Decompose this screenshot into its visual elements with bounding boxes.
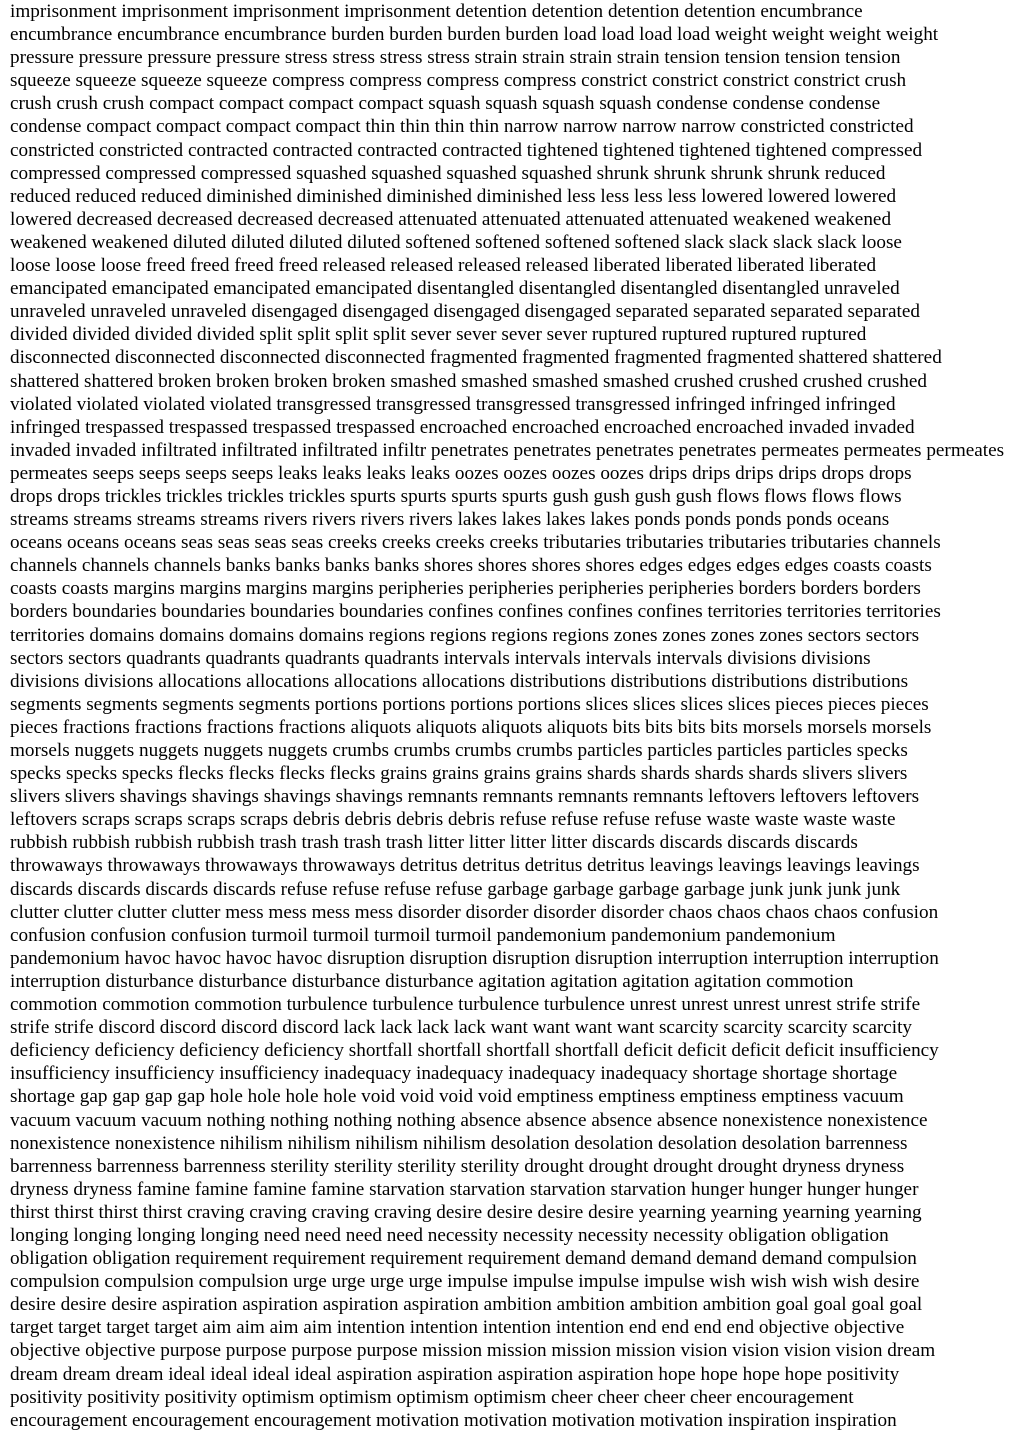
- text-line: sectors sectors quadrants quadrants quadrants quadrants intervals intervals intervals intervals divisions divisions: [10, 647, 871, 669]
- text-line: infringed trespassed trespassed trespassed trespassed encroached encroached encroached encroached invaded invaded: [10, 416, 915, 438]
- text-line: reduced reduced reduced diminished diminished diminished diminished less less less less lowered lowered lowered: [10, 185, 897, 207]
- text-line: territories domains domains domains domains regions regions regions regions zones zones zones zones sectors sectors: [10, 624, 920, 646]
- text-line: deficiency deficiency deficiency deficiency shortfall shortfall shortfall shortfall deficit deficit deficit deficit insufficiency: [10, 1040, 939, 1062]
- text-line: rubbish rubbish rubbish rubbish trash trash trash trash litter litter litter litter discards discards discards discards: [10, 832, 858, 854]
- text-line: slivers slivers shavings shavings shavings shavings remnants remnants remnants remnants leftovers leftovers leftovers: [10, 786, 920, 808]
- text-line: condense compact compact compact compact thin thin thin thin narrow narrow narrow narrow constricted constricted: [10, 116, 914, 138]
- text-line: morsels nuggets nuggets nuggets nuggets crumbs crumbs crumbs crumbs particles particles particles particles specks: [10, 740, 908, 761]
- text-line: unraveled unraveled unraveled disengaged disengaged disengaged disengaged separated separated separated separated: [10, 301, 920, 323]
- text-line: pandemonium havoc havoc havoc havoc disruption disruption disruption disruption interruption interruption interruption: [10, 947, 939, 969]
- text-line: pieces fractions fractions fractions fractions aliquots aliquots aliquots aliquots bits bits bits bits morsels morsels morsels: [10, 716, 932, 738]
- text-line: nonexistence nonexistence nihilism nihilism nihilism nihilism desolation desolation desolation desolation barrenness: [10, 1132, 908, 1154]
- text-line: desire desire desire aspiration aspiration aspiration aspiration ambition ambition ambition ambition goal goal goal goal: [10, 1294, 923, 1316]
- text-line: shattered shattered broken broken broken broken smashed smashed smashed smashed crushed crushed crushed crushed: [10, 370, 927, 392]
- text-line: coasts coasts margins margins margins margins peripheries peripheries peripheries peripheries borders borders borders: [10, 578, 921, 600]
- text-line: channels channels channels banks banks banks banks shores shores shores shores edges edges edges edges coasts coasts: [10, 555, 932, 577]
- text-line: longing longing longing longing need need need need necessity necessity necessity necessity obligation obligation: [10, 1224, 889, 1246]
- text-line: shortage gap gap gap gap hole hole hole hole void void void void emptiness emptiness emptiness emptiness vacuum: [10, 1086, 904, 1108]
- text-line: invaded invaded infiltrated infiltrated infiltrated infiltr penetrates penetrates penetrates penetrates permeates permeates permeates: [10, 439, 1005, 461]
- text-line: constricted constricted contracted contracted contracted contracted tightened tightened tightened tightened compressed: [10, 139, 923, 161]
- text-line: compulsion compulsion compulsion urge urge urge urge impulse impulse impulse impulse wish wish wish wish desire: [10, 1271, 920, 1293]
- text-line: streams streams streams streams rivers rivers rivers rivers lakes lakes lakes lakes ponds ponds ponds ponds oceans: [10, 509, 890, 531]
- text-line: thirst thirst thirst thirst craving craving craving craving desire desire desire desire yearning yearning yearning yearning: [10, 1201, 922, 1223]
- text-line: divisions divisions allocations allocations allocations allocations distributions distributions distributions distributions: [10, 670, 909, 692]
- text-line: compressed compressed compressed squashed squashed squashed squashed shrunk shrunk shrunk shrunk reduced: [10, 162, 886, 184]
- text-line: violated violated violated violated transgressed transgressed transgressed transgressed infringed infringed infringed: [10, 393, 896, 415]
- text-line: leftovers scraps scraps scraps scraps debris debris debris debris refuse refuse refuse refuse waste waste waste waste: [10, 809, 896, 831]
- text-line: discards discards discards discards refuse refuse refuse refuse garbage garbage garbage garbage junk junk junk junk: [10, 878, 901, 900]
- text-line: commotion commotion commotion turbulence turbulence turbulence turbulence unrest unrest unrest unrest strife strife: [10, 994, 921, 1016]
- text-line: squeeze squeeze squeeze squeeze compress compress compress compress constrict constrict constrict constrict crush: [10, 70, 907, 92]
- text-line: objective objective purpose purpose purpose purpose mission mission mission mission vision vision vision vision dream: [10, 1340, 936, 1362]
- text-line: vacuum vacuum vacuum nothing nothing nothing nothing absence absence absence absence nonexistence nonexistence: [10, 1109, 928, 1131]
- text-line: insufficiency insufficiency insufficiency inadequacy inadequacy inadequacy inadequacy shortage shortage shortage: [10, 1063, 898, 1085]
- text-line: encouragement encouragement encouragement motivation motivation motivation motivation inspiration inspiration: [10, 1409, 897, 1431]
- text-line: emancipated emancipated emancipated emancipated disentangled disentangled disentangled disentangled unraveled: [10, 278, 900, 300]
- text-line: divided divided divided divided split split split split sever sever sever sever ruptured ruptured ruptured ruptured: [10, 324, 867, 346]
- text-line: lowered decreased decreased decreased decreased attenuated attenuated attenuated attenuated weakened weakened: [10, 208, 892, 230]
- text-line: imprisonment imprisonment imprisonment imprisonment detention detention detention detention encumbrance: [10, 1, 863, 22]
- text-line: specks specks specks flecks flecks flecks flecks grains grains grains grains shards shards shards shards slivers slivers: [10, 763, 908, 785]
- text-line: pressure pressure pressure pressure stress stress stress stress strain strain strain strain tension tension tension tension: [10, 47, 901, 69]
- text-line: oceans oceans oceans seas seas seas seas creeks creeks creeks creeks tributaries tributaries tributaries tributaries channels: [10, 532, 941, 554]
- text-line: clutter clutter clutter clutter mess mess mess mess disorder disorder disorder disorder chaos chaos chaos chaos confusion: [10, 901, 939, 923]
- text-line: encumbrance encumbrance encumbrance burden burden burden burden load load load load weight weight weight weight: [10, 24, 939, 46]
- text-line: loose loose loose freed freed freed freed released released released released liberated liberated liberated liberated: [10, 255, 877, 277]
- text-line: obligation obligation requirement requirement requirement requirement demand demand demand demand compulsion: [10, 1248, 917, 1270]
- text-line: weakened weakened diluted diluted diluted diluted softened softened softened softened slack slack slack slack loose: [10, 231, 902, 253]
- text-line: positivity positivity positivity optimism optimism optimism optimism cheer cheer cheer cheer encouragement: [10, 1386, 854, 1408]
- text-line: strife strife discord discord discord discord lack lack lack lack want want want want scarcity scarcity scarcity scarcity: [10, 1017, 912, 1039]
- text-line: interruption disturbance disturbance disturbance disturbance agitation agitation agitation agitation commotion: [10, 970, 854, 992]
- text-line: permeates seeps seeps seeps seeps leaks leaks leaks leaks oozes oozes oozes oozes drips drips drips drips drops drops: [10, 462, 912, 484]
- text-line: dream dream dream ideal ideal ideal ideal aspiration aspiration aspiration aspiration hope hope hope hope positivity: [10, 1363, 900, 1385]
- text-line: barrenness barrenness barrenness sterility sterility sterility sterility drought drought drought drought dryness dryness: [10, 1155, 905, 1177]
- text-line: dryness dryness famine famine famine famine starvation starvation starvation starvation hunger hunger hunger hunger: [10, 1178, 919, 1200]
- text-line: target target target target aim aim aim aim intention intention intention intention end end end end objective objective: [10, 1317, 905, 1339]
- text-line: segments segments segments segments portions portions portions portions slices slices slices slices pieces pieces pieces: [10, 693, 929, 715]
- text-line: drops drops trickles trickles trickles trickles spurts spurts spurts spurts gush gush gush gush flows flows flows flows: [10, 485, 902, 507]
- text-line: confusion confusion confusion turmoil turmoil turmoil turmoil pandemonium pandemonium pandemonium: [10, 924, 836, 946]
- text-line: borders boundaries boundaries boundaries boundaries confines confines confines confines territories territories territories: [10, 601, 941, 623]
- text-line: crush crush crush compact compact compact compact squash squash squash squash condense condense condense: [10, 93, 881, 115]
- text-line: throwaways throwaways throwaways throwaways detritus detritus detritus detritus leavings leavings leavings leavings: [10, 855, 920, 877]
- text-line: disconnected disconnected disconnected disconnected fragmented fragmented fragmented fragmented shattered shattered: [10, 347, 942, 369]
